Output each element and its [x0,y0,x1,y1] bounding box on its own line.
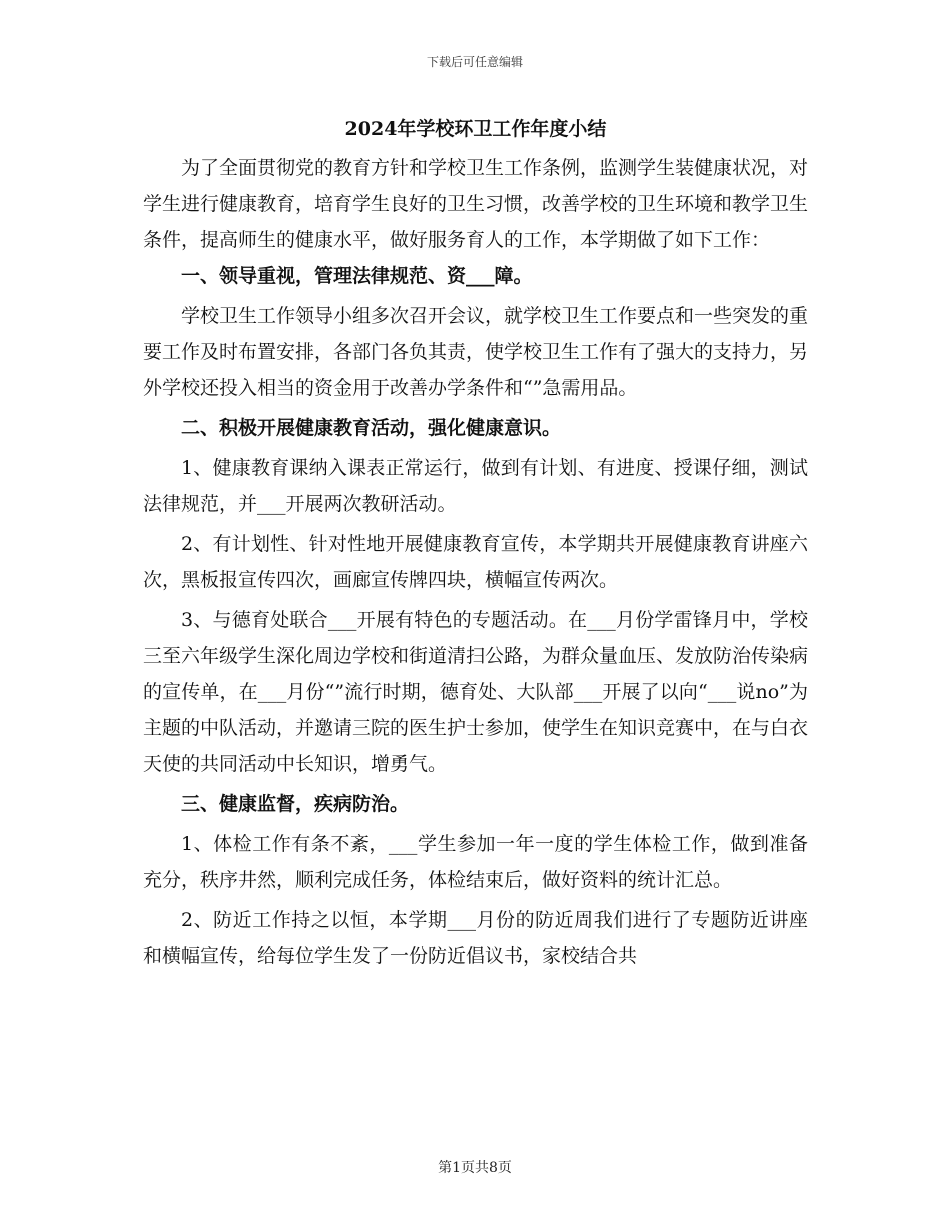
section-3-item-2: 2、防近工作持之以恒，本学期___月份的防近周我们进行了专题防近讲座和横幅宣传，给每位学生发了一份防近倡议书，家校结合共 [143,909,808,967]
document-title: 2024年学校环卫工作年度小结 [344,118,607,140]
section-1-paragraph: 学校卫生工作领导小组多次召开会议，就学校卫生工作要点和一些突发的重要工作及时布置安排，各部门各负其责，使学校卫生工作有了强大的支持力，另外学校还投入相当的资金用于改善办学条件和“”急需用品。 [143,305,809,399]
section-2-item-1: 1、健康教育课纳入课表正常运行，做到有计划、有进度、授课仔细，测试法律规范，并___开展两次教研活动。 [143,457,808,515]
section-2-item-2: 2、有计划性、针对性地开展健康教育宣传，本学期共开展健康教育讲座六次，黑板报宣传四次，画廊宣传牌四块，横幅宣传两次。 [143,533,808,591]
document-body [143,112,808,974]
section-heading-2: 二、积极开展健康教育活动，强化健康意识。 [181,417,562,439]
section-heading-3: 三、健康监督，疾病防治。 [181,793,410,815]
section-2-item-3: 3、与德育处联合___开展有特色的专题活动。在___月份学雷锋月中，学校三至六年级学生深化周边学校和街道清扫公路，为群众量血压、发放防治传染病的宣传单，在___月份“”流行时期，德育处、大队部___开展了以向“___说no”为主题的中队活动，并邀请三院的医生护士参加，使学生在知识竞赛中，在与白衣天使的共同活动中长知识，增勇气。 [143,609,809,775]
page-header-note: 下载后可任意编辑 [426,55,523,69]
page-footer-pagination: 第1页共8页 [438,1160,512,1176]
section-3-item-1: 1、体检工作有条不紊，___学生参加一年一度的学生体检工作，做到准备充分，秩序井然，顺利完成任务，体检结束后，做好资料的统计汇总。 [143,833,808,891]
intro-paragraph: 为了全面贯彻党的教育方针和学校卫生工作条例，监测学生装健康状况，对学生进行健康教育，培育学生良好的卫生习惯，改善学校的卫生环境和教学卫生条件，提高师生的健康水平，做好服务育人的工作，本学期做了如下工作： [143,157,809,251]
section-heading-1: 一、领导重视，管理法律规范、资___障。 [181,265,533,287]
